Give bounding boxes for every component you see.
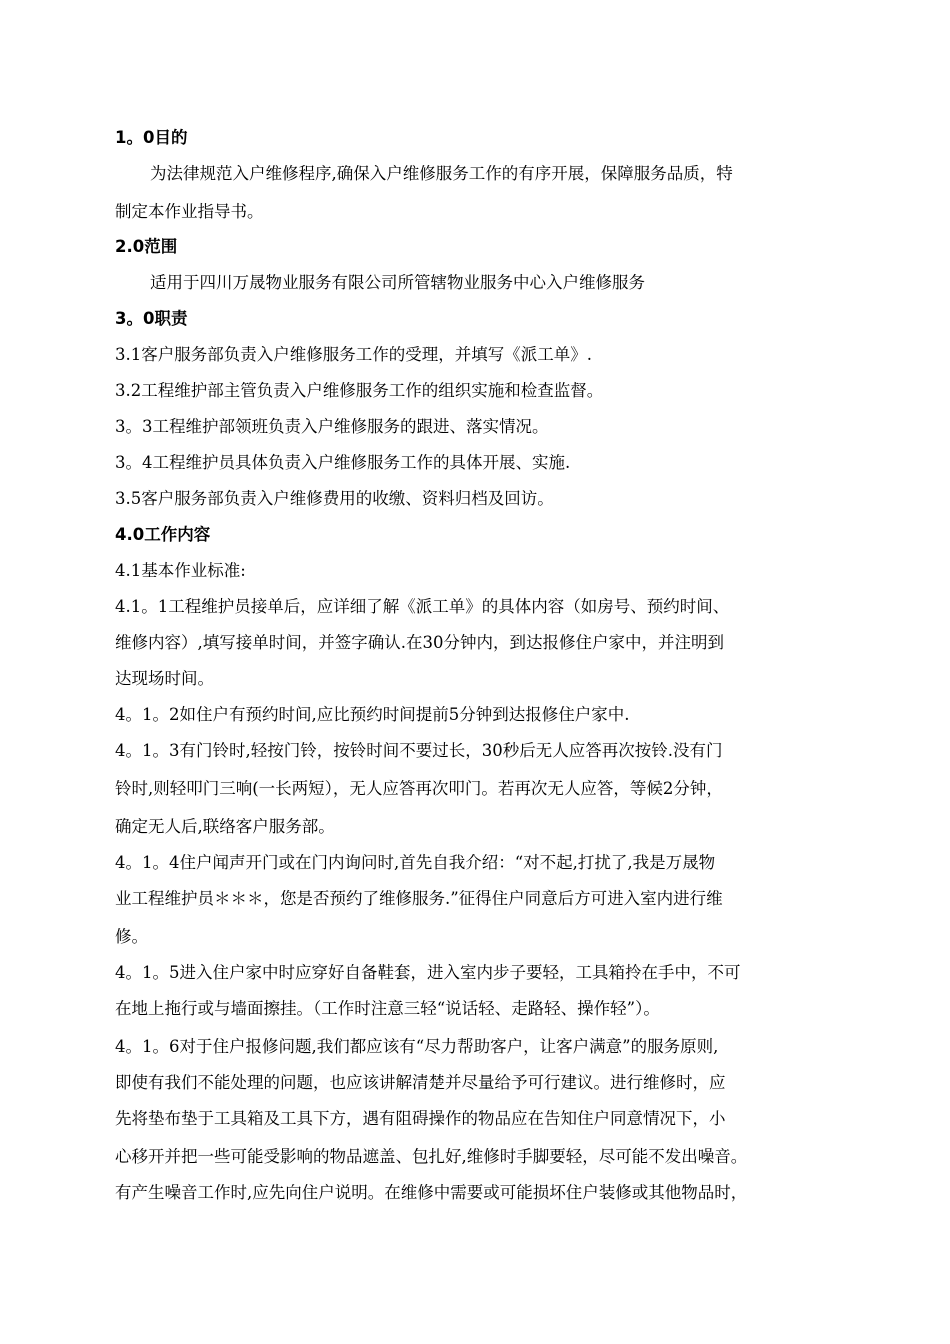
paragraph-line: 4。1。5进入住户家中时应穿好自备鞋套，进入室内步子要轻，工具箱拎在手中，不可 [115, 963, 741, 982]
section-4-heading: 4.0工作内容 [115, 525, 211, 544]
paragraph-line: 确定无人后,联络客户服务部。 [115, 817, 335, 836]
paragraph-line: 铃时,则轻叩门三响(一长两短），无人应答再次叩门。若再次无人应答，等候2分钟， [115, 779, 723, 798]
paragraph-line: 先将垫布垫于工具箱及工具下方，遇有阻碍操作的物品应在告知住户同意情况下，小 [115, 1109, 726, 1128]
paragraph-line: 为法律规范入户维修程序,确保入户维修服务工作的有序开展，保障服务品质，特 [150, 164, 733, 183]
paragraph-line: 4。1。4住户闻声开门或在门内询问时,首先自我介绍：“对不起,打扰了,我是万晟物 [115, 853, 716, 872]
paragraph-line: 4.1基本作业标准: [115, 561, 246, 580]
paragraph-line: 维修内容）,填写接单时间，并签字确认.在30分钟内，到达报修住户家中，并注明到 [115, 633, 724, 652]
paragraph-line: 4。1。6对于住户报修问题,我们都应该有“尽力帮助客户，让客户满意”的服务原则, [115, 1037, 719, 1056]
paragraph-line: 心移开并把一些可能受影响的物品遮盖、包扎好,维修时手脚要轻，尽可能不发出噪音。 [115, 1147, 748, 1166]
paragraph-line: 有产生噪音工作时,应先向住户说明。在维修中需要或可能损坏住户装修或其他物品时， [115, 1183, 748, 1202]
paragraph-line: 3。4工程维护员具体负责入户维修服务工作的具体开展、实施. [115, 453, 571, 472]
paragraph-line: 3.5客户服务部负责入户维修费用的收缴、资料归档及回访。 [115, 489, 554, 508]
paragraph-line: 4。1。2如住户有预约时间,应比预约时间提前5分钟到达报修住户家中. [115, 705, 630, 724]
paragraph-line: 3.2工程维护部主管负责入户维修服务工作的组织实施和检查监督。 [115, 381, 604, 400]
paragraph-line: 达现场时间。 [115, 669, 214, 688]
paragraph-line: 即使有我们不能处理的问题，也应该讲解清楚并尽量给予可行建议。进行维修时，应 [115, 1073, 726, 1092]
paragraph-line: 业工程维护员＊＊＊，您是否预约了维修服务.”征得住户同意后方可进入室内进行维 [115, 889, 723, 908]
paragraph-line: 适用于四川万晟物业服务有限公司所管辖物业服务中心入户维修服务 [150, 273, 645, 292]
paragraph-line: 制定本作业指导书。 [115, 202, 264, 221]
paragraph-line: 3.1客户服务部负责入户维修服务工作的受理，并填写《派工单》. [115, 345, 592, 364]
paragraph-line: 4。1。3有门铃时,轻按门铃，按铃时间不要过长，30秒后无人应答再次按铃.没有门 [115, 741, 723, 760]
section-3-heading: 3。0职责 [115, 309, 188, 328]
section-1-heading: 1。0目的 [115, 128, 188, 147]
paragraph-line: 4.1。1工程维护员接单后，应详细了解《派工单》的具体内容（如房号、预约时间、 [115, 597, 730, 616]
paragraph-line: 在地上拖行或与墙面擦挂。（工作时注意三轻“说话轻、走路轻、操作轻”）。 [115, 999, 660, 1018]
paragraph-line: 3。3工程维护部领班负责入户维修服务的跟进、落实情况。 [115, 417, 549, 436]
section-2-heading: 2.0范围 [115, 237, 178, 256]
paragraph-line: 修。 [115, 927, 148, 946]
